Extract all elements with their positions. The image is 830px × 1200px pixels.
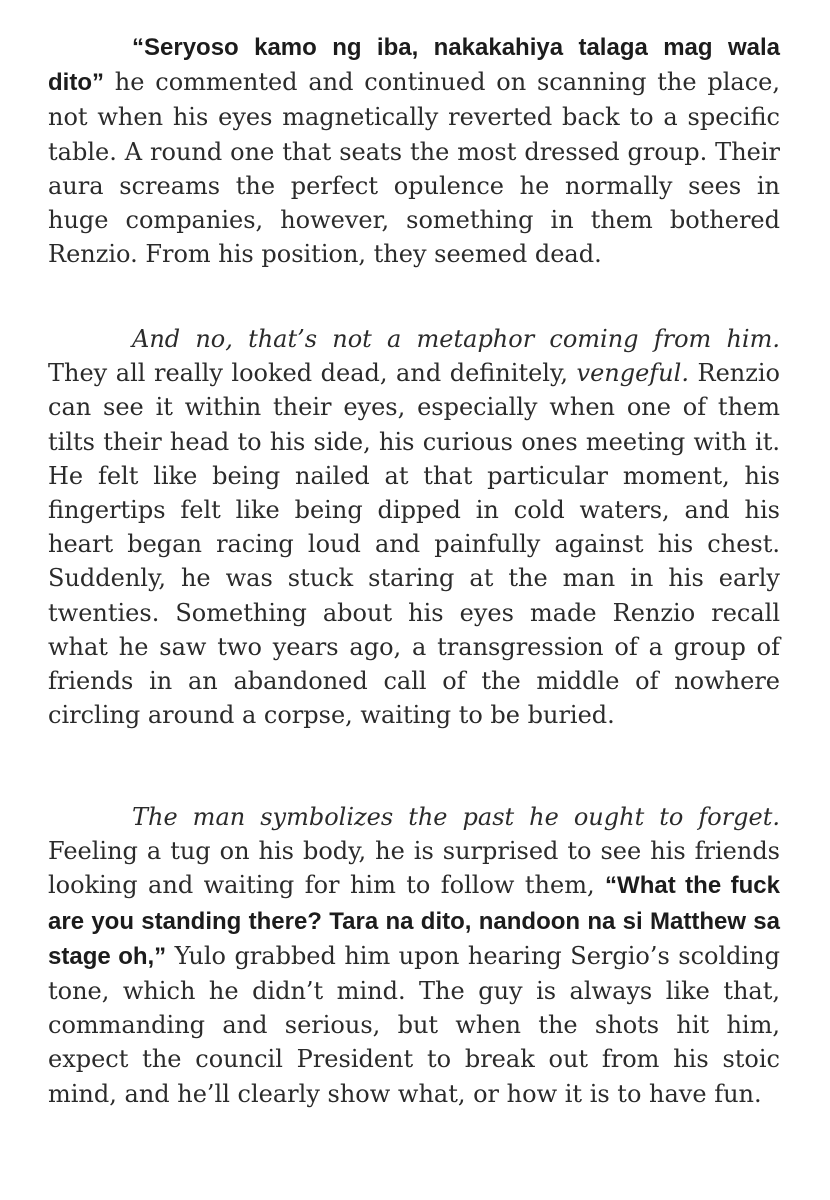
italic-emphasis-text: vengeful. bbox=[576, 359, 689, 388]
dialogue-text: “Seryoso kamo ng iba, nakakahiya talaga mag wala dito” bbox=[48, 34, 780, 97]
narration-text: They all really looked dead, and definitely, bbox=[48, 359, 577, 388]
narration-text: Feeling a tug on his body, he is surprised to see his friends looking and waiting for him to follow them, bbox=[48, 837, 780, 900]
paragraph-2 bbox=[48, 322, 780, 732]
paragraph-1 bbox=[48, 30, 780, 271]
italic-thought-text: And no, that’s not a metaphor coming from him. bbox=[132, 325, 780, 353]
dialogue-text: “What the fuck are you standing there? Tara na dito, nandoon na si Matthew sa stage oh,” bbox=[48, 872, 780, 970]
narration-text: he commented and continued on scanning the place, not when his eyes magnetically reverted back to a specific table. A round one that seats the most dressed group. Their aura screams the perfect opulence he normally sees in huge companies, however, something in them bothered Renzio. From his position, they seemed dead. bbox=[48, 68, 780, 269]
narration-text: Yulo grabbed him upon hearing Sergio’s scolding tone, which he didn’t mind. The guy is always like that, commanding and serious, but when the shots hit him, expect the council President to break out from his stoic mind, and he’ll clearly show what, or how it is to have fun. bbox=[48, 941, 780, 1108]
paragraph-3 bbox=[48, 800, 780, 1111]
italic-thought-text: The man symbolizes the past he ought to forget. bbox=[132, 803, 780, 831]
narration-text: Renzio can see it within their eyes, especially when one of them tilts their head to his side, his curious ones meeting with it. He felt like being nailed at that particular moment, his fingertips felt like being dipped in cold waters, and his heart began racing loud and painfully against his chest. Suddenly, he was stuck staring at the man in his early twenties. Something about his eyes made Renzio recall what he saw two years ago, a transgression of a group of friends in an abandoned call of the middle of nowhere circling around a corpse, waiting to be buried. bbox=[48, 359, 780, 730]
